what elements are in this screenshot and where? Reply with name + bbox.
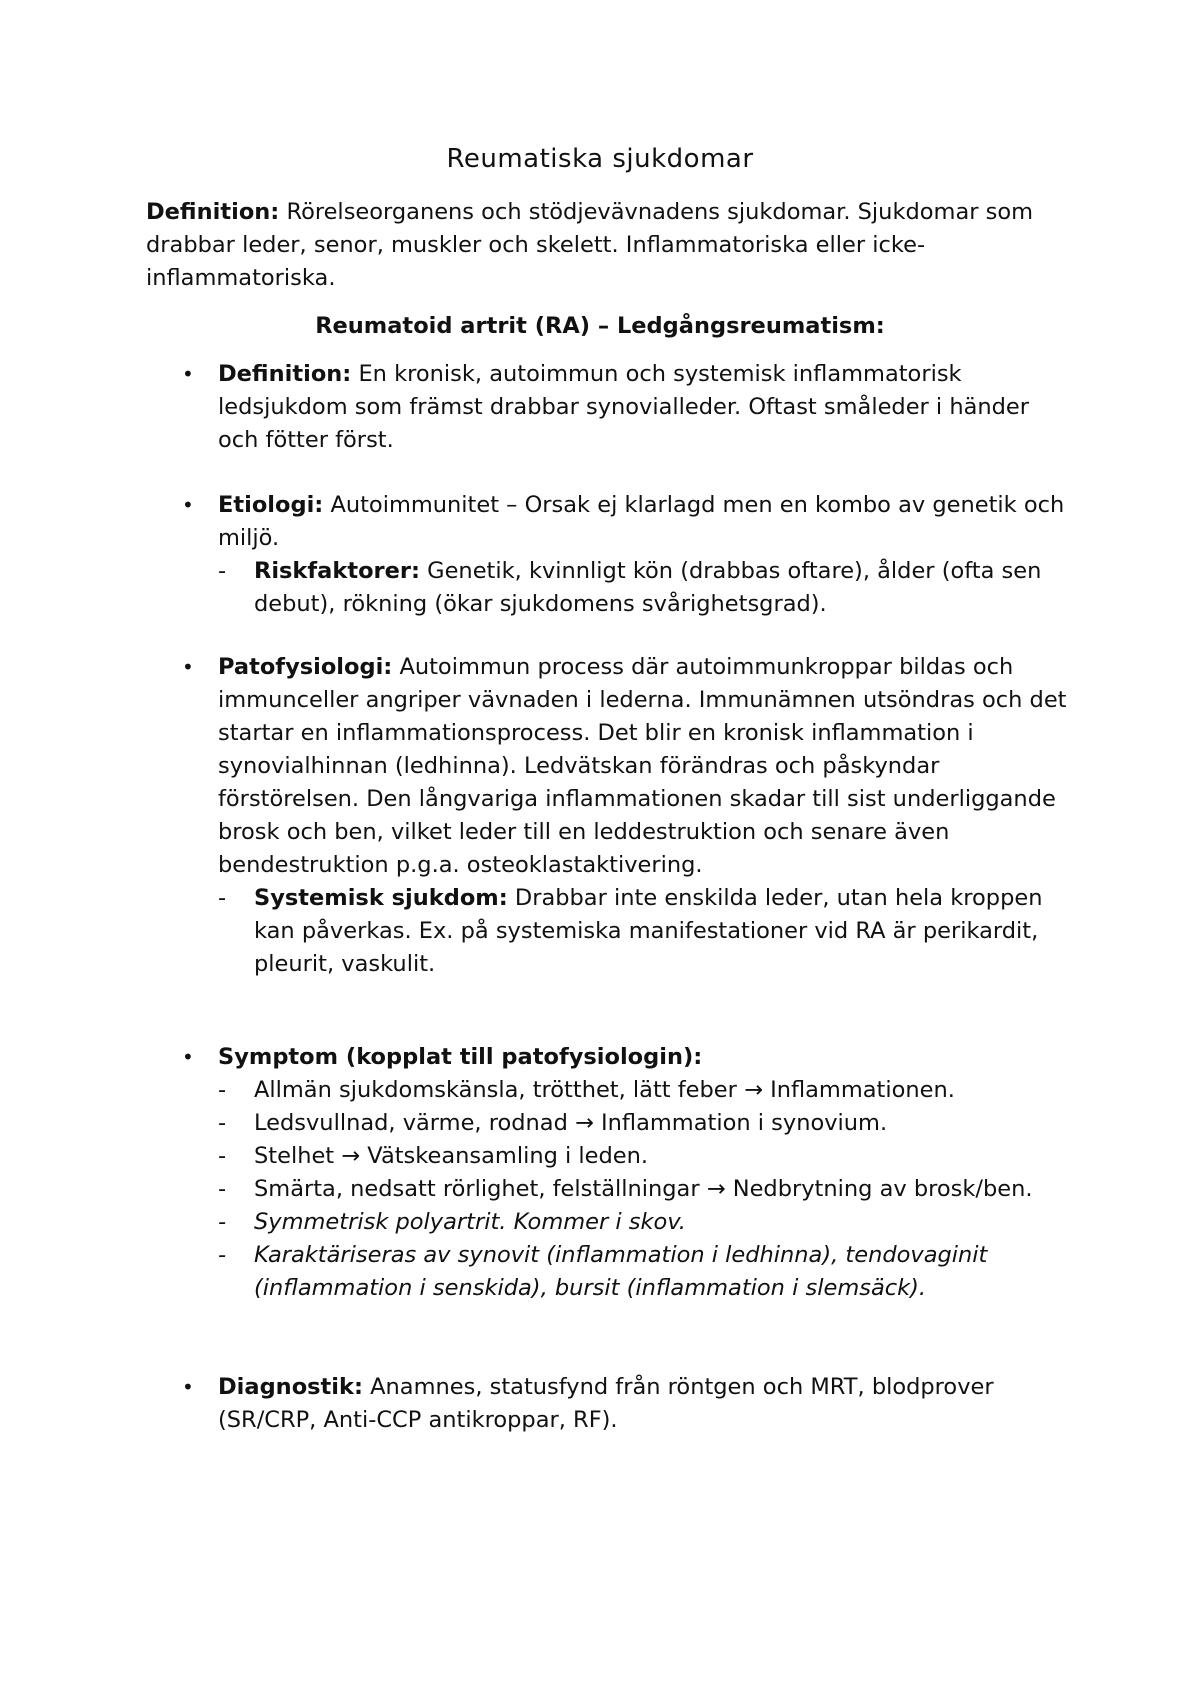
page-title: Reumatiska sjukdomar bbox=[446, 144, 754, 174]
item-label: Diagnostik: bbox=[218, 1374, 363, 1400]
symptom-text: Stelhet bbox=[254, 1143, 342, 1169]
dash-icon: - bbox=[218, 1143, 227, 1169]
arrow-right-icon: → bbox=[706, 1176, 726, 1202]
sub-item-label: Riskfaktorer: bbox=[254, 558, 420, 584]
bullet-icon: • bbox=[182, 362, 194, 386]
symptom-cause: Nedbrytning av brosk/ben. bbox=[725, 1176, 1033, 1202]
list-item-body bbox=[218, 1041, 1068, 1305]
note-text: Karaktäriseras av synovit (inflammation i ledhinna), tendovaginit (inflammation i senskida), bursit (inflammation i slemsäck). bbox=[254, 1242, 988, 1301]
symptom-text: Ledsvullnad, värme, rodnad bbox=[254, 1110, 576, 1136]
dash-icon: - bbox=[218, 1110, 227, 1136]
dash-icon: - bbox=[218, 885, 227, 911]
item-paragraph bbox=[218, 489, 1068, 555]
list-item-body bbox=[218, 489, 1068, 621]
symptom-note bbox=[218, 1206, 1068, 1239]
item-label: Etiologi: bbox=[218, 492, 324, 518]
list-item-body bbox=[218, 1371, 1068, 1437]
symptom-text: Smärta, nedsatt rörlighet, felställningar bbox=[254, 1176, 707, 1202]
arrow-right-icon: → bbox=[341, 1143, 361, 1169]
dash-icon: - bbox=[218, 1176, 227, 1202]
symptom-text: Allmän sjukdomskänsla, trötthet, lätt feber bbox=[254, 1077, 745, 1103]
symptom-cause: Inflammation i synovium. bbox=[593, 1110, 888, 1136]
intro-definition-label: Definition: bbox=[146, 199, 280, 225]
list-item-body bbox=[218, 358, 1068, 457]
arrow-right-icon: → bbox=[575, 1110, 594, 1136]
item-text: Anamnes, statusfynd från röntgen och MRT, blodprover (SR/CRP, Anti-CCP antikroppar, RF). bbox=[218, 1374, 994, 1433]
item-text: En kronisk, autoimmun och systemisk inflammatorisk ledsjukdom som främst drabbar synovialleder. Oftast småleder i händer och fötter först. bbox=[218, 361, 1030, 453]
intro-definition bbox=[146, 196, 1066, 295]
item-paragraph bbox=[218, 651, 1068, 882]
dash-icon: - bbox=[218, 558, 227, 584]
item-text: Autoimmun process där autoimmunkroppar bildas och immunceller angriper vävnaden i lederna. Immunämnen utsöndras och det startar en inflammationsprocess. Det blir en kronisk inflammation i synovialhinnan (ledhinna). Ledvätskan förändras och påskyndar förstörelsen. Den långvariga inflammationen skadar till sist underliggande brosk och ben, vilket leder till en leddestruktion och senare även bendestruktion p.g.a. osteoklastaktivering. bbox=[218, 654, 1067, 878]
item-label: Patofysiologi: bbox=[218, 654, 393, 680]
list-item-body bbox=[218, 651, 1068, 981]
sub-item-text: Drabbar inte enskilda leder, utan hela kroppen kan påverkas. Ex. på systemiska manifestationer vid RA är perikardit, pleurit, vaskulit. bbox=[254, 885, 1043, 977]
bullet-icon: • bbox=[182, 1375, 194, 1399]
intro-definition-text: Rörelseorganens och stödjevävnadens sjukdomar. Sjukdomar som drabbar leder, senor, muskler och skelett. Inflammatoriska eller icke-inflammatoriska. bbox=[146, 199, 1034, 291]
symptom-row bbox=[218, 1074, 1068, 1107]
sub-item-label: Systemisk sjukdom: bbox=[254, 885, 508, 911]
sub-item-riskfaktorer bbox=[218, 555, 1068, 621]
dash-icon: - bbox=[218, 1077, 227, 1103]
symptom-cause: Vätskeansamling i leden. bbox=[360, 1143, 649, 1169]
bullet-icon: • bbox=[182, 1045, 194, 1069]
symptom-cause: Inflammationen. bbox=[762, 1077, 955, 1103]
section-subtitle: Reumatoid artrit (RA) – Ledgångsreumatism: bbox=[315, 313, 885, 339]
symptom-row bbox=[218, 1140, 1068, 1173]
symptom-note bbox=[218, 1239, 1068, 1305]
sub-item-systemisk bbox=[218, 882, 1068, 981]
note-text: Symmetrisk polyartrit. Kommer i skov. bbox=[254, 1209, 686, 1235]
item-label: Symptom (kopplat till patofysiologin): bbox=[218, 1044, 703, 1070]
symptom-row bbox=[218, 1107, 1068, 1140]
dash-icon: - bbox=[218, 1242, 227, 1268]
item-label: Definition: bbox=[218, 361, 352, 387]
bullet-icon: • bbox=[182, 493, 194, 517]
bullet-icon: • bbox=[182, 655, 194, 679]
arrow-right-icon: → bbox=[744, 1077, 763, 1103]
symptom-row bbox=[218, 1173, 1068, 1206]
dash-icon: - bbox=[218, 1209, 227, 1235]
item-text: Autoimmunitet – Orsak ej klarlagd men en kombo av genetik och miljö. bbox=[218, 492, 1065, 551]
sub-item-text: Genetik, kvinnligt kön (drabbas oftare), ålder (ofta sen debut), rökning (ökar sjukdomens svårighetsgrad). bbox=[254, 558, 1042, 617]
